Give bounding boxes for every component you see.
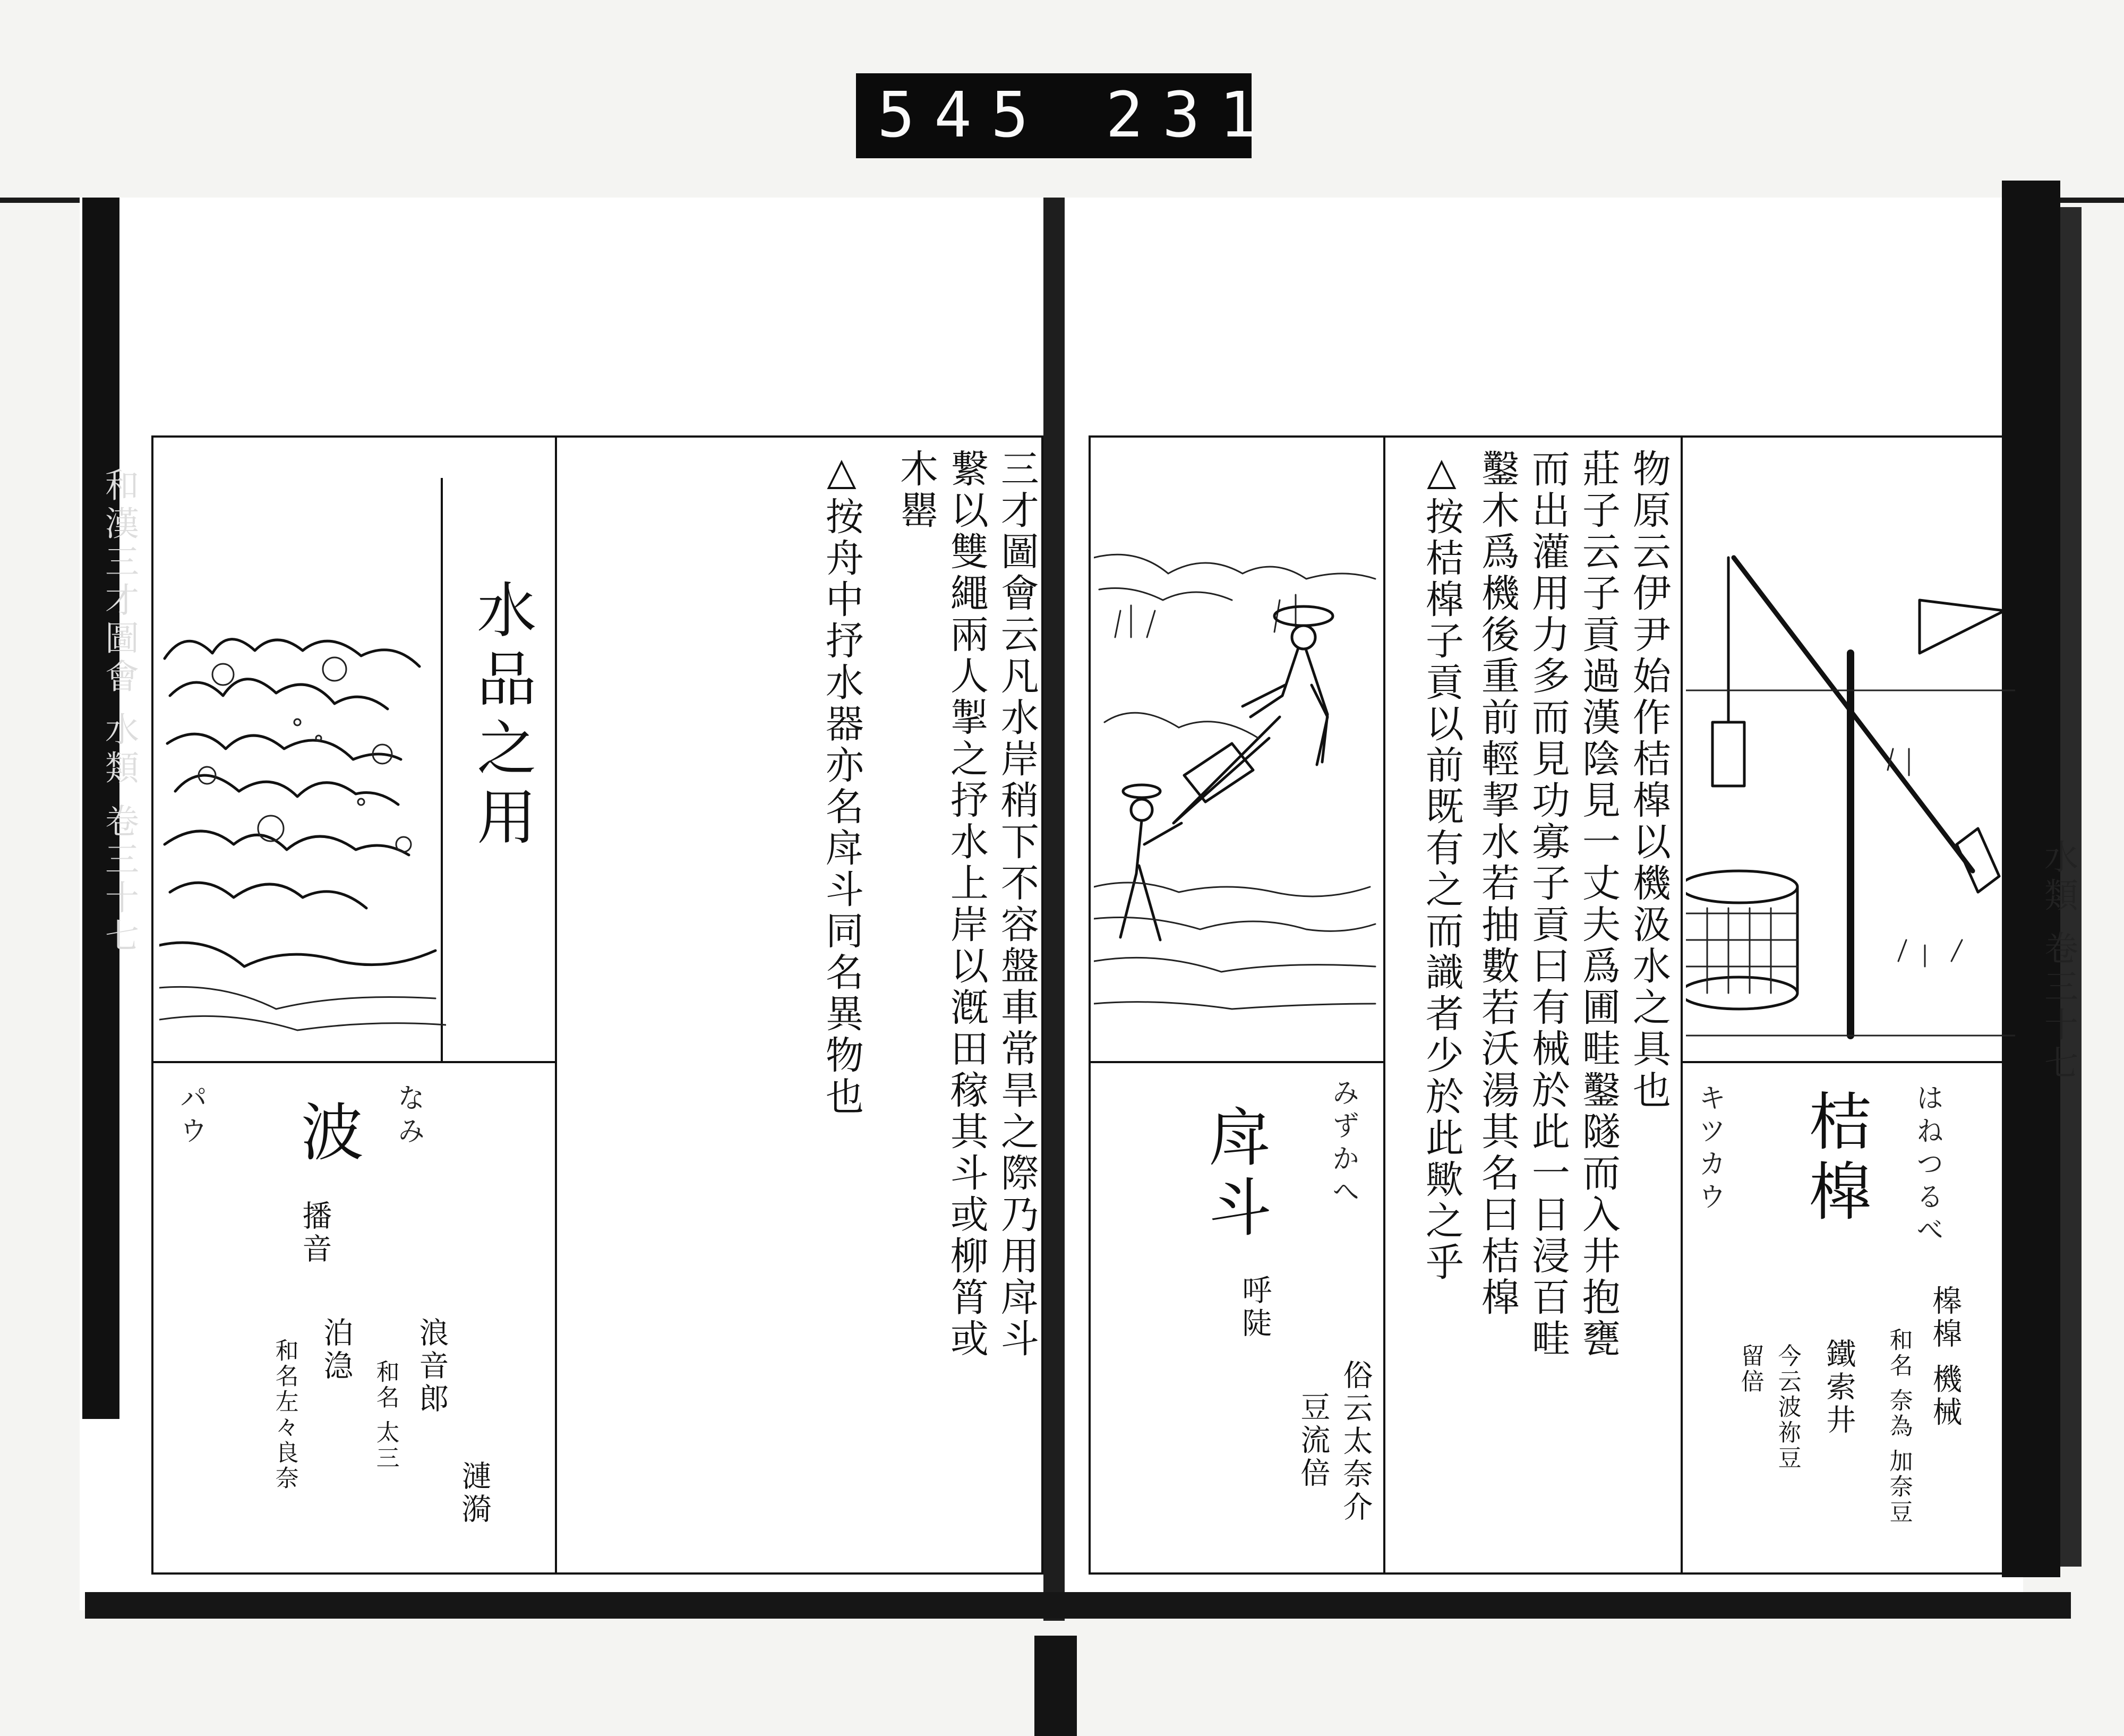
right-text-col-1: 物原云伊尹始作桔槹以機汲水之具也 [1626,449,1671,1111]
right-text-col-5: △按桔槹子貢以前既有之而識者少於此歟之乎 [1419,449,1464,1284]
left-text-col-2: 繋以雙繩兩人掣之抒水上岸以漑田稼其斗或柳筲或 [944,449,989,1360]
nami-katakana: パウ [175,1083,207,1149]
kaeoke-reading: みずかへ [1327,1078,1359,1210]
wave-illustration [159,616,446,1057]
kaeoke-sound-note: 呼陡 [1237,1275,1272,1340]
right-text-col-4: 鑿木爲機後重前輕挈水若抽數若沃湯其名曰桔槹 [1475,449,1520,1319]
left-text-col-4: △按舟中抒水器亦名戽斗同名異物也 [819,449,864,1118]
left-text-col-1: 三才圖會云凡水岸稍下不容盤車常旱之際乃用戽斗 [994,449,1039,1360]
hanetsurube-synonym-3: 鐵索井 [1821,1338,1856,1437]
book-bottom-edge [85,1592,2071,1619]
nami-synonym-2: 漣漪 [457,1460,492,1526]
hanetsurube-synonym-1: 槔槹 機械 [1928,1285,1963,1430]
left-running-title: 和漢三才圖會 水類 卷三十七 [99,467,139,956]
hanetsurube-reading: はねつるべ [1911,1083,1943,1248]
book-spine [1043,198,1065,1621]
hanetsurube-term: 桔槹 [1798,1089,1872,1229]
right-illustration-divider-1 [1089,1061,1383,1063]
scooping-illustration [1094,547,1378,1057]
nami-synonym-3: 和名 太三 [372,1359,399,1471]
nami-sound-note: 播音 [297,1200,332,1266]
left-illustration-divider [151,1061,555,1063]
spine-foot [1034,1636,1077,1736]
left-column-divider [555,435,557,1575]
right-text-col-2: 莊子云子貢過漢陰見一丈夫爲圃畦鑿隧而入井抱甕 [1575,449,1621,1360]
hanetsurube-synonym-5: 留倍 [1736,1344,1764,1395]
right-column-divider-2 [1681,435,1683,1575]
right-text-col-3: 而出灌用力多而見功寡子貢曰有械於此一日浸百畦 [1525,449,1570,1360]
left-page-heading: 水品之用 [467,579,536,855]
right-column-divider-1 [1383,435,1385,1575]
nami-term: 波 [290,1099,364,1169]
hanetsurube-katakana: キツカウ [1693,1083,1726,1215]
nami-reading: なみ [392,1083,425,1149]
right-illustration-divider-2 [1681,1061,2018,1063]
hanetsurube-synonym-2: 和名 奈為 加奈豆 [1885,1328,1913,1525]
kaeoke-synonym-2: 豆流倍 [1296,1391,1331,1490]
archive-number-left: 545 [877,78,1048,151]
hanetsurube-synonym-4: 今云波祢豆 [1774,1344,1801,1471]
nami-synonym-4: 泊㴔 [319,1317,354,1383]
kaeoke-term: 戽斗 [1198,1105,1272,1245]
right-running-title: 水類 卷三十七 [2039,839,2078,1084]
nami-synonym-1: 浪音郎 [414,1317,449,1416]
nami-synonym-5: 和名左々良奈 [271,1338,298,1491]
well-sweep-illustration [1686,547,2015,1057]
archive-label [856,73,1277,158]
left-text-col-3: 木罌 [893,449,938,532]
kaeoke-synonym-1: 俗云太奈介 [1338,1359,1373,1524]
archive-number-right: 231 [1106,78,1277,151]
